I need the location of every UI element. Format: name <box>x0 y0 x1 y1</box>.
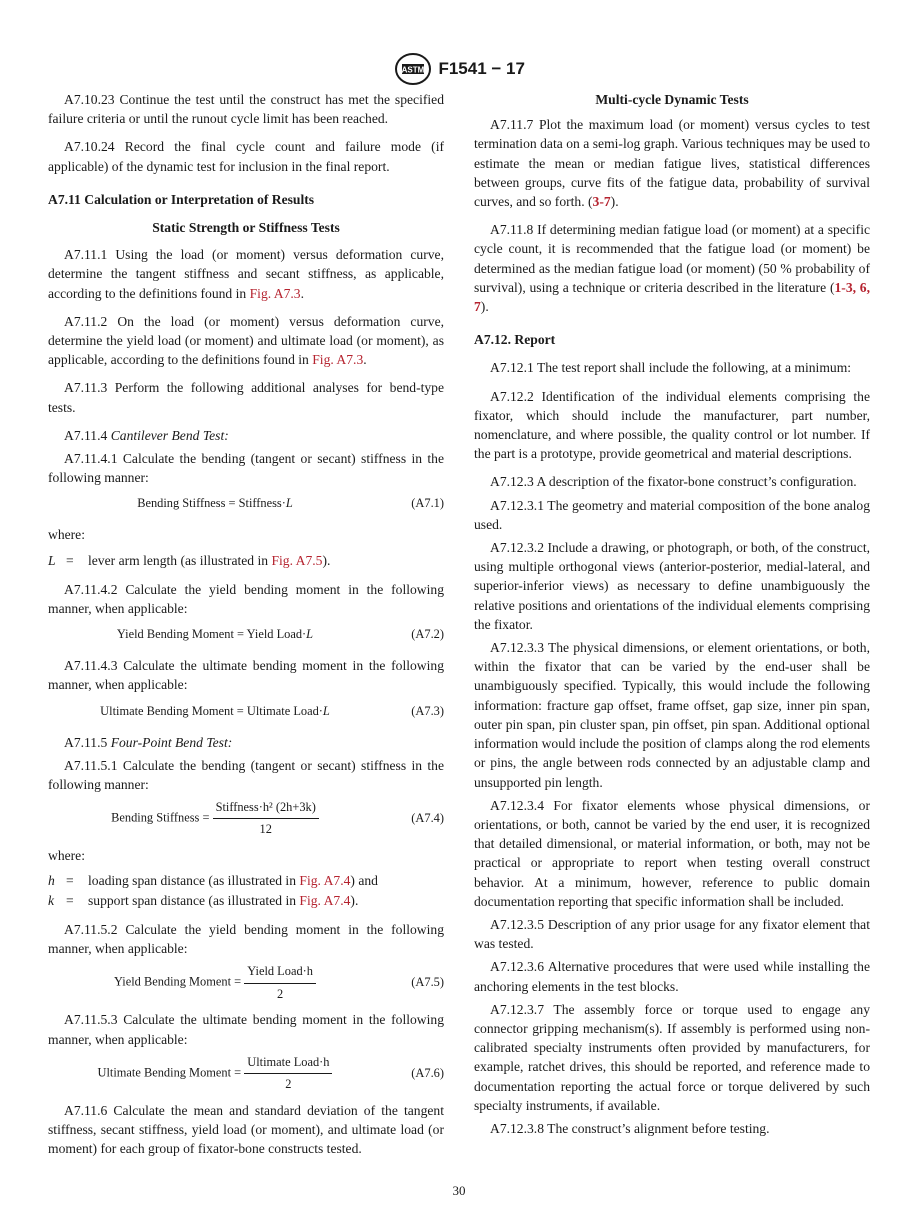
paragraph: A7.11.5 Four-Point Bend Test: <box>64 734 233 750</box>
paragraph: A7.12.3.3 The physical dimensions, or element orientations, or both, within the fixator that can be varied by the end-user shall be unambiguously specified. Typically, this would include the following information: fracture gap offset, frame offset, gap size, inner pin span, outer pin span, pin cluster span, pin offset, pin span. Additional optional information would include the position of clamps along the rod elements or pins, the angle between rods connected by an adjustable clamp and unsupported pin length. <box>474 640 870 790</box>
document-number: F1541 − 17 <box>438 59 525 79</box>
paragraph: A7.11.8 If determining median fatigue load (or moment) at a specific cycle count, it is recommended that the fatigue load (or moment) be determined as the median fatigue load (or moment) (50 % probability of survival), using a technique or criteria described in the literature (1-3, 6, 7). <box>474 222 870 315</box>
page-number: 30 <box>452 1183 466 1198</box>
equation-number: (A7.6) <box>411 1065 444 1080</box>
paragraph: A7.10.24 Record the final cycle count and failure mode (if applicable) of the dynamic test for inclusion in the final report. <box>48 139 444 174</box>
right-column <box>474 90 870 1142</box>
reference-link[interactable]: 1-3, 6, 7 <box>474 279 870 315</box>
variable-definition: h = loading span distance (as illustrated in Fig. A7.4) and <box>48 873 378 889</box>
equation-a7-3: Ultimate Bending Moment = Ultimate Load·L (A7.3) <box>48 699 444 725</box>
paragraph: A7.11.1 Using the load (or moment) versus deformation curve, determine the tangent stiffness and secant stiffness, as applicable, according to the definitions found in Fig. A7.3. <box>48 247 444 301</box>
section-heading: A7.12. Report <box>474 332 556 348</box>
paragraph: A7.11.5.2 Calculate the yield bending moment in the following manner, when applicable: <box>48 921 444 957</box>
paragraph: A7.12.3 A description of the fixator-bone construct’s configuration. <box>490 474 857 490</box>
paragraph: A7.12.3.2 Include a drawing, or photograph, or both, of the construct, using multiple orthogonal views (anterior-posterior, medial-lateral, and superior-inferior views) as necessary to define unambiguously the relative positions and orientations of the individual elements comprising the fixator. <box>474 540 870 632</box>
paragraph: A7.12.3.6 Alternative procedures that were used while installing the anchoring elements in the test blocks. <box>474 959 870 994</box>
paragraph: A7.12.3.5 Description of any prior usage for any fixator element that was tested. <box>474 916 870 952</box>
where-label: where: <box>48 527 85 543</box>
paragraph: A7.12.3.7 The assembly force or torque used to engage any connector gripping mechanism(s). If assembly is performed using non-calibrated specialty instruments often provided by manufacturers, for example, ratchet drives, this should be reported, and reference made to documentation reporting the actual force or torque delivered by such specialty instruments, if available. <box>474 1001 870 1113</box>
paragraph: A7.11.3 Perform the following additional analyses for bend-type tests. <box>48 380 444 415</box>
variable-definition: L = lever arm length (as illustrated in Fig. A7.5). <box>48 552 331 568</box>
equation-a7-6: Ultimate Bending Moment = $\frac{\text{Ultimate Load·h}}{2}$ (A7.6) <box>97 1054 444 1091</box>
astm-logo-icon <box>393 52 433 86</box>
paragraph: A7.11.4.1 Calculate the bending (tangent or secant) stiffness in the following manner: <box>48 451 444 486</box>
paragraph: A7.11.7 Plot the maximum load (or moment) versus cycles to test termination data on a semi-log graph. Various techniques may be used to estimate the mean or median fatigue lives, statistical differences between groups, curve fits of the fatigue data, probability of survival curves, and so forth. (3-7). <box>474 117 870 210</box>
paragraph: A7.11.4.2 Calculate the yield bending moment in the following manner, when applicable: <box>48 581 444 617</box>
subsection-heading: Static Strength or Stiffness Tests <box>152 220 340 236</box>
paragraph: A7.11.5.1 Calculate the bending (tangent or secant) stiffness in the following manner: <box>48 757 444 793</box>
svg-text:ASTM: ASTM <box>401 65 425 75</box>
equation-number: (A7.4) <box>411 811 444 826</box>
figure-link[interactable]: Fig. A7.3 <box>249 285 301 301</box>
figure-link[interactable]: Fig. A7.5 <box>271 552 323 568</box>
subsection-heading: Multi-cycle Dynamic Tests <box>595 92 749 107</box>
paragraph: A7.12.3.1 The geometry and material composition of the bone analog used. <box>474 497 870 532</box>
paragraph: A7.11.4.3 Calculate the ultimate bending moment in the following manner, when applicable: <box>48 658 444 693</box>
section-heading: A7.11 Calculation or Interpretation of Results <box>48 191 315 207</box>
equation-a7-5: Yield Bending Moment = $\frac{\text{Yield Load·h}}{2}$ (A7.5) <box>114 964 444 1001</box>
equation-number: (A7.5) <box>411 975 444 990</box>
equation-number: (A7.3) <box>411 703 444 718</box>
paragraph: A7.12.1 The test report shall include the following, at a minimum: <box>490 360 852 376</box>
figure-link[interactable]: Fig. A7.4 <box>299 873 351 889</box>
equation-a7-1: Bending Stiffness = Stiffness·L (A7.1) <box>48 491 444 517</box>
paragraph: A7.11.4 Cantilever Bend Test: <box>64 427 229 443</box>
equation-number: (A7.1) <box>411 496 444 511</box>
figure-link[interactable]: Fig. A7.3 <box>312 352 364 368</box>
paragraph: A7.12.3.4 For fixator elements whose physical dimensions, or orientations, or both, cannot be varied by the end user, it is recognized that detailed dimensional, or material information, or both, may not be practical or appropriate to report when testing overall construct behavior. At a minimum, however, reference to public domain documentation reporting that specific information shall be included. <box>474 797 870 909</box>
figure-link[interactable]: Fig. A7.4 <box>299 892 351 908</box>
paragraph: A7.12.3.8 The construct’s alignment before testing. <box>490 1120 770 1136</box>
equation-number: (A7.2) <box>411 627 444 642</box>
paragraph: A7.11.2 On the load (or moment) versus deformation curve, determine the yield load (or moment) and ultimate load (or moment), as applicable, according to the definitions found in Fig. A7.3. <box>48 313 444 368</box>
paragraph: A7.12.2 Identification of the individual elements comprising the fixator, which should include the manufacturer, part number, nomenclature, and where possible, the quality control or lot number. If the part is a prototype, provide geometrical and material descriptions. <box>474 388 870 462</box>
page-header <box>0 52 918 86</box>
left-column <box>48 90 444 1167</box>
equation-a7-2: Yield Bending Moment = Yield Load·L (A7.2) <box>48 622 444 648</box>
paragraph: A7.11.5.3 Calculate the ultimate bending moment in the following manner, when applicable: <box>48 1012 444 1047</box>
variable-definition: k = support span distance (as illustrated in Fig. A7.4). <box>48 892 359 908</box>
equation-a7-4: Bending Stiffness = $\frac{\text{Stiffness·h² (2h+3k)}}{12}$ (A7.4) <box>111 800 444 837</box>
paragraph: A7.11.6 Calculate the mean and standard deviation of the tangent stiffness, secant stiffness, yield load (or moment), and ultimate load (or moment) for each group of fixator-bone constructs tested. <box>48 1102 444 1157</box>
where-label: where: <box>48 848 85 864</box>
paragraph: A7.10.23 Continue the test until the construct has met the specified failure criteria or until the runout cycle limit has been reached. <box>48 92 444 127</box>
reference-link[interactable]: 3-7 <box>592 194 611 210</box>
